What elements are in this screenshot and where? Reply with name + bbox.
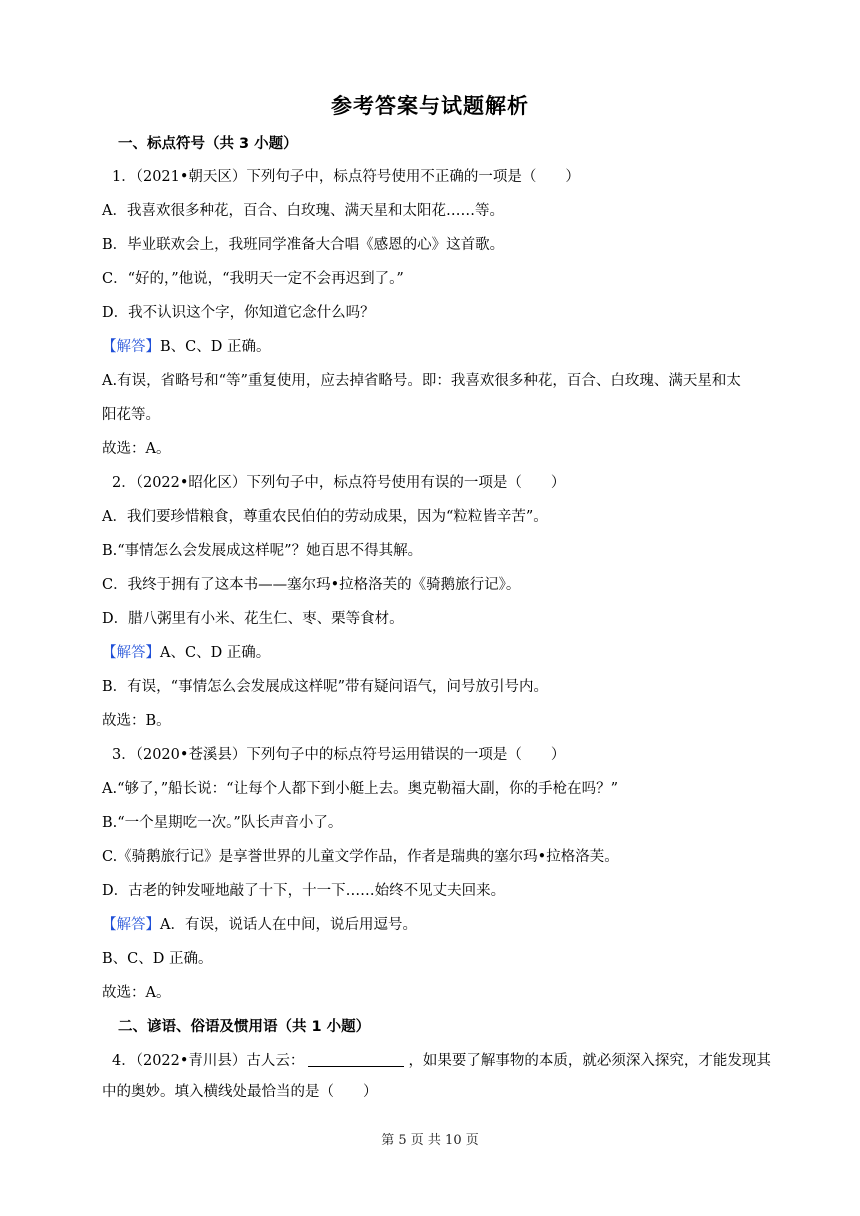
- question-2-option-a: A．我们要珍惜粮食，尊重农民伯伯的劳动成果，因为“粒粒皆辛苦”。: [102, 509, 548, 525]
- question-2-stem: 2．（2022•昭化区）下列句子中，标点符号使用有误的一项是（ ）: [112, 475, 566, 491]
- question-1-explanation-line-1: A.有误，省略号和“等”重复使用，应去掉省略号。即：我喜欢很多种花，百合、白玫瑰、满天星和太: [102, 373, 741, 389]
- question-1-option-c: C．“好的，”他说，“我明天一定不会再迟到了。”: [102, 271, 404, 287]
- answer-text: A．有误，说话人在中间，说后用逗号。: [160, 917, 417, 933]
- question-2-option-d: D．腊八粥里有小米、花生仁、枣、栗等食材。: [102, 611, 404, 627]
- question-1-option-a: A．我喜欢很多种花，百合、白玫瑰、满天星和太阳花……等。: [102, 203, 504, 219]
- question-4-stem-start: 4．（2022•青川县）古人云：: [112, 1053, 305, 1069]
- question-2-option-b: B.“事情怎么会发展成这样呢”？她百思不得其解。: [102, 543, 423, 559]
- answer-text: A、C、D 正确。: [160, 645, 271, 661]
- question-3-option-a: A.“够了，”船长说：“让每个人都下到小艇上去。奥克勒福大副，你的手枪在吗？”: [102, 781, 618, 797]
- page-footer: 第 5 页 共 10 页: [381, 1133, 479, 1148]
- question-1-answer: [102, 337, 270, 357]
- question-4-stem-line-2: 中的奥妙。填入横线处最恰当的是（ ）: [102, 1084, 378, 1100]
- question-2-option-c: C．我终于拥有了这本书——塞尔玛•拉格洛芙的《骑鹅旅行记》。: [102, 577, 521, 593]
- section-heading-proverbs: 二、谚语、俗语及惯用语（共 1 小题）: [118, 1019, 371, 1035]
- question-1-option-b: B．毕业联欢会上，我班同学准备大合唱《感恩的心》这首歌。: [102, 237, 505, 253]
- question-4-stem: [112, 1051, 771, 1071]
- fill-in-blank: [308, 1052, 404, 1067]
- question-3-stem: 3．（2020•苍溪县）下列句子中的标点符号运用错误的一项是（ ）: [112, 747, 566, 763]
- answer-tag: 【解答】: [102, 917, 160, 933]
- question-2-choice: 故选：B。: [102, 713, 171, 729]
- answer-tag: 【解答】: [102, 645, 160, 661]
- question-1-explanation-line-2: 阳花等。: [102, 407, 160, 423]
- question-1-stem: 1．（2021•朝天区）下列句子中，标点符号使用不正确的一项是（ ）: [112, 169, 580, 185]
- question-1-choice: 故选：A。: [102, 441, 171, 457]
- answer-text: B、C、D 正确。: [160, 339, 271, 355]
- question-3-explanation: B、C、D 正确。: [102, 951, 213, 967]
- question-4-stem-end: ，如果要了解事物的本质，就必须深入探究，才能发现其: [408, 1053, 771, 1069]
- question-3-option-c: C.《骑鹅旅行记》是享誉世界的儿童文学作品，作者是瑞典的塞尔玛•拉格洛芙。: [102, 849, 619, 865]
- answer-tag: 【解答】: [102, 339, 160, 355]
- question-3-answer: [102, 915, 417, 935]
- question-1-option-d: D．我不认识这个字，你知道它念什么吗？: [102, 305, 375, 321]
- section-heading-punctuation: 一、标点符号（共 3 小题）: [118, 136, 298, 152]
- question-3-choice: 故选：A。: [102, 985, 171, 1001]
- question-3-option-d: D．古老的钟发哑地敲了十下，十一下……始终不见丈夫回来。: [102, 883, 506, 899]
- question-3-option-b: B.“一个星期吃一次。”队长声音小了。: [102, 815, 343, 831]
- page-title: 参考答案与试题解析: [331, 94, 529, 118]
- question-2-answer: [102, 643, 270, 663]
- question-2-explanation: B．有误，“事情怎么会发展成这样呢”带有疑问语气，问号放引号内。: [102, 679, 548, 695]
